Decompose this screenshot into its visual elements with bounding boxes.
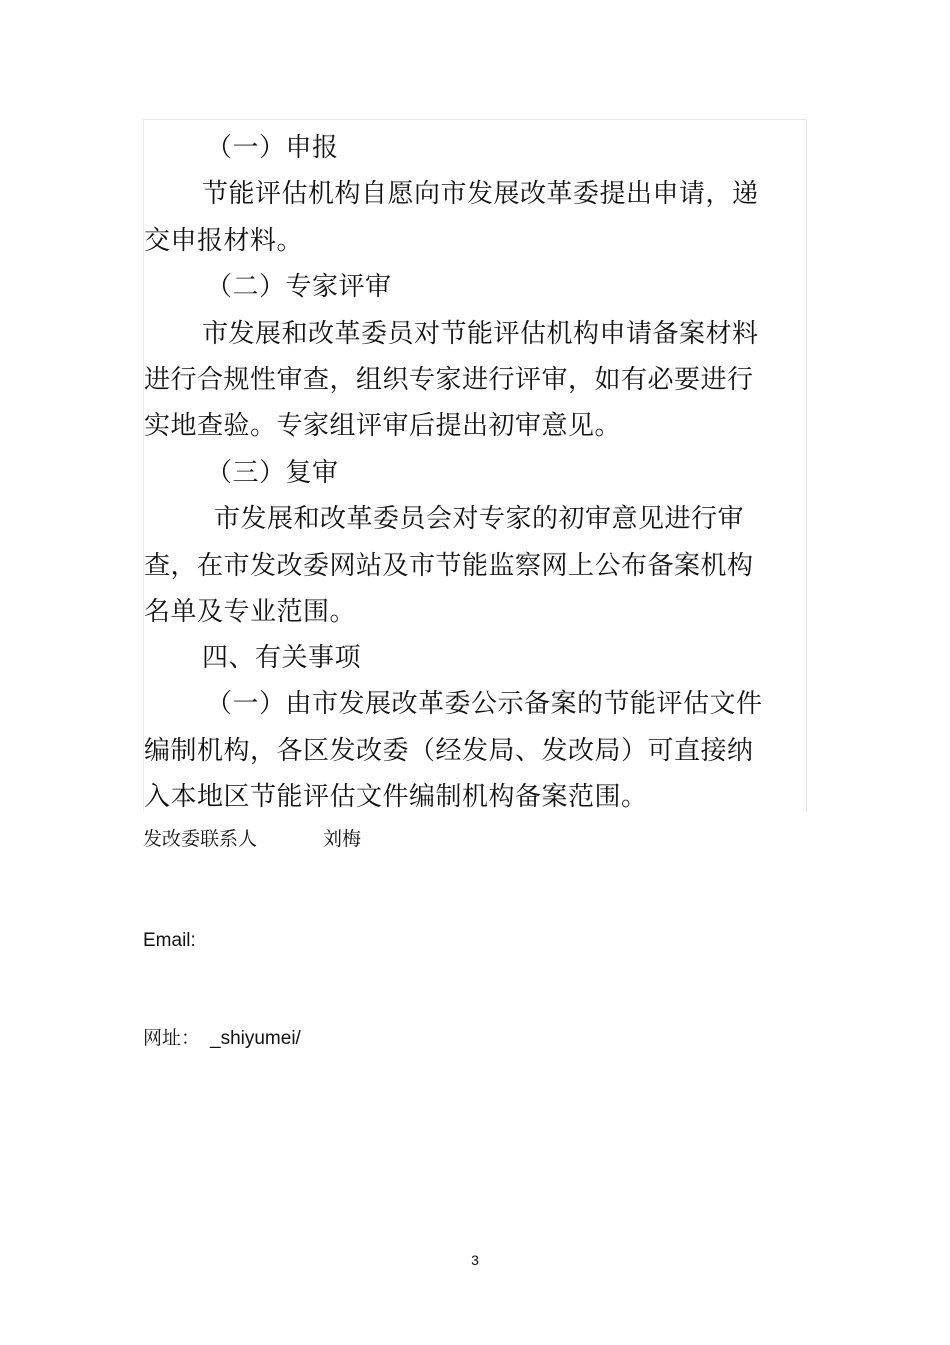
paragraph-line: 入本地区节能评估文件编制机构备案范围。 xyxy=(144,782,648,812)
page-number: 3 xyxy=(471,1252,479,1268)
paragraph-line: 名单及专业范围。 xyxy=(144,597,357,627)
section-heading-apply: （一）申报 xyxy=(206,133,339,163)
section-heading-matters: 四、有关事项 xyxy=(202,643,362,673)
website-link[interactable]: _shiyumei/ xyxy=(210,1028,301,1049)
contact-name: 刘梅 xyxy=(323,829,362,850)
paragraph-line: 编制机构，各区发改委（经发局、发改局）可直接纳 xyxy=(144,736,754,766)
paragraph-line: 查，在市发改委网站及市节能监察网上公布备案机构 xyxy=(144,551,754,581)
paragraph-line: （一）由市发展改革委公示备案的节能评估文件 xyxy=(206,689,763,719)
contact-label: 发改委联系人 xyxy=(143,829,258,850)
paragraph-line: 实地查验。专家组评审后提出初审意见。 xyxy=(144,411,622,441)
paragraph-line: 交申报材料。 xyxy=(144,226,304,256)
section-heading-expert-review: （二）专家评审 xyxy=(206,272,392,302)
email-label: Email: xyxy=(143,930,196,951)
document-body xyxy=(143,119,807,812)
paragraph-line: 节能评估机构自愿向市发展改革委提出申请，递 xyxy=(202,179,759,209)
paragraph-line: 进行合规性审查，组织专家进行评审，如有必要进行 xyxy=(144,365,754,395)
website-label: 网址： xyxy=(143,1028,201,1049)
paragraph-line: 市发展和改革委员对节能评估机构申请备案材料 xyxy=(202,319,759,349)
section-heading-recheck: （三）复审 xyxy=(206,458,339,488)
paragraph-line: 市发展和改革委员会对专家的初审意见进行审 xyxy=(214,504,745,534)
